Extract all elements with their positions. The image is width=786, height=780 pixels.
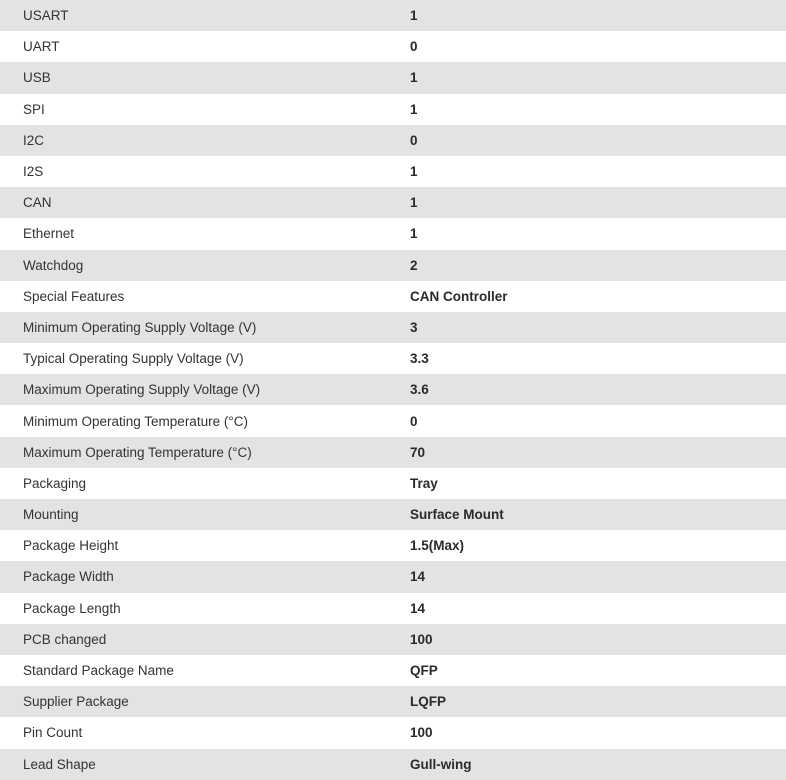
table-row xyxy=(0,530,786,561)
spec-label: Pin Count xyxy=(23,725,83,741)
spec-label: Standard Package Name xyxy=(23,663,174,679)
spec-value: 1 xyxy=(410,101,418,117)
spec-label: Minimum Operating Supply Voltage (V) xyxy=(23,319,257,335)
spec-label: USB xyxy=(23,70,51,86)
spec-value: 1 xyxy=(410,8,418,24)
table-row xyxy=(0,125,786,156)
table-row xyxy=(0,187,786,218)
spec-label: CAN xyxy=(23,195,52,211)
table-row xyxy=(0,31,786,62)
table-row xyxy=(0,94,786,125)
spec-value: Surface Mount xyxy=(410,507,504,523)
spec-value: Gull-wing xyxy=(410,756,472,772)
table-row xyxy=(0,62,786,93)
spec-label: Special Features xyxy=(23,288,125,304)
table-row xyxy=(0,0,786,31)
table-row xyxy=(0,250,786,281)
spec-label: USART xyxy=(23,8,69,24)
table-row xyxy=(0,343,786,374)
table-row xyxy=(0,281,786,312)
table-row xyxy=(0,499,786,530)
spec-value: 1 xyxy=(410,164,418,180)
spec-value: 14 xyxy=(410,569,426,585)
table-row xyxy=(0,717,786,748)
spec-label: Mounting xyxy=(23,507,79,523)
spec-label: Supplier Package xyxy=(23,694,129,710)
table-row xyxy=(0,561,786,592)
spec-value: 0 xyxy=(410,132,418,148)
spec-value: 2 xyxy=(410,257,418,273)
spec-label: I2S xyxy=(23,164,44,180)
spec-label: Package Length xyxy=(23,600,121,616)
spec-label: PCB changed xyxy=(23,631,107,647)
spec-value: 1 xyxy=(410,226,418,242)
table-row xyxy=(0,374,786,405)
table-row xyxy=(0,593,786,624)
spec-value: 3 xyxy=(410,319,418,335)
table-row xyxy=(0,468,786,499)
spec-value: 1 xyxy=(410,70,418,86)
spec-value: 0 xyxy=(410,413,418,429)
table-row xyxy=(0,655,786,686)
spec-label: Typical Operating Supply Voltage (V) xyxy=(23,351,244,367)
spec-label: Ethernet xyxy=(23,226,75,242)
spec-value: Tray xyxy=(410,475,438,491)
spec-value: 100 xyxy=(410,631,433,647)
table-row xyxy=(0,218,786,249)
table-row xyxy=(0,437,786,468)
spec-label: Watchdog xyxy=(23,257,84,273)
spec-label: Minimum Operating Temperature (°C) xyxy=(23,413,248,429)
spec-label: Packaging xyxy=(23,475,87,491)
spec-value: 70 xyxy=(410,444,426,460)
spec-value: 3.3 xyxy=(410,351,429,367)
table-row xyxy=(0,312,786,343)
spec-label: I2C xyxy=(23,132,45,148)
spec-value: QFP xyxy=(410,663,438,679)
table-row xyxy=(0,624,786,655)
spec-value: 1.5(Max) xyxy=(410,538,465,554)
table-row xyxy=(0,405,786,436)
spec-value: CAN Controller xyxy=(410,288,508,304)
spec-label: Maximum Operating Temperature (°C) xyxy=(23,444,252,460)
spec-value: 14 xyxy=(410,600,426,616)
table-row xyxy=(0,686,786,717)
spec-value: 0 xyxy=(410,39,418,55)
spec-value: 3.6 xyxy=(410,382,429,398)
spec-value: 100 xyxy=(410,725,433,741)
spec-value: 1 xyxy=(410,195,418,211)
spec-value: LQFP xyxy=(410,694,446,710)
spec-label: SPI xyxy=(23,101,45,117)
table-row xyxy=(0,749,786,780)
spec-label: UART xyxy=(23,39,60,55)
spec-label: Maximum Operating Supply Voltage (V) xyxy=(23,382,261,398)
spec-label: Package Height xyxy=(23,538,119,554)
table-row xyxy=(0,156,786,187)
spec-label: Package Width xyxy=(23,569,114,585)
spec-label: Lead Shape xyxy=(23,756,96,772)
